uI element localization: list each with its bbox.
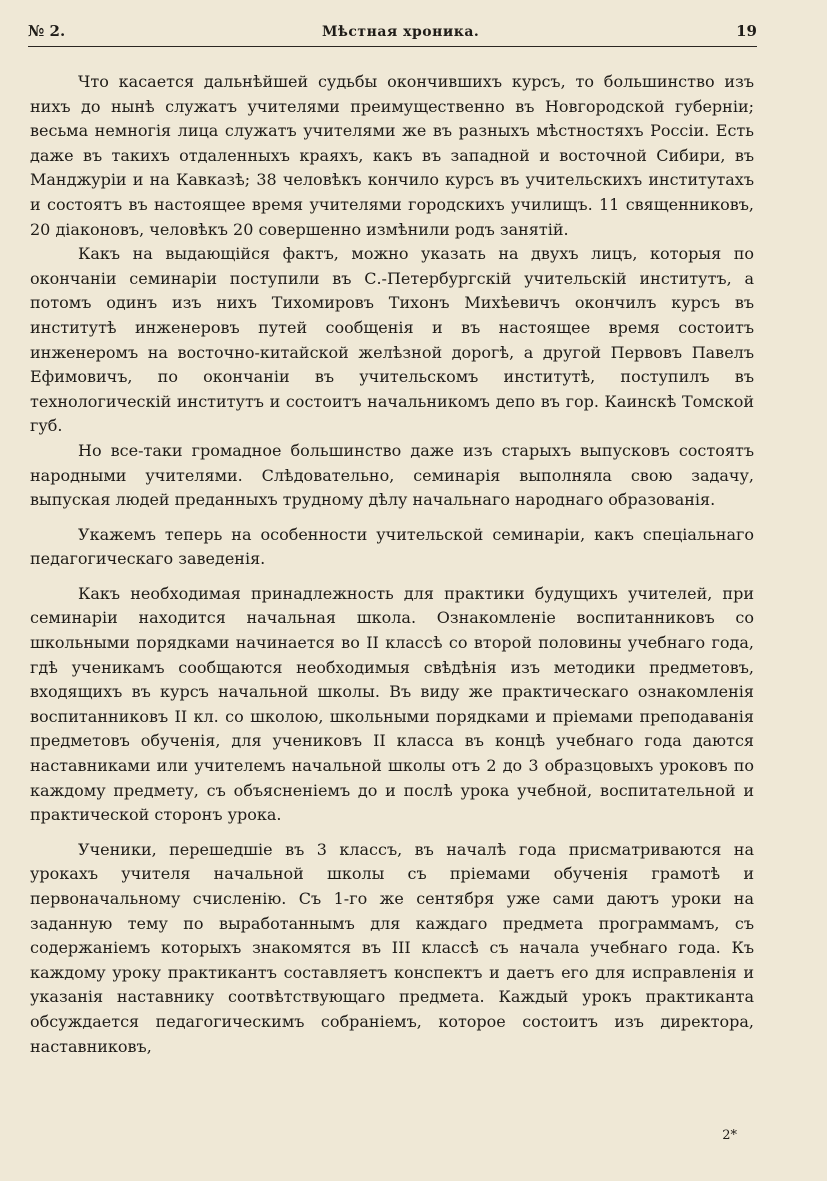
body-text: [30, 70, 754, 1059]
running-header: [28, 22, 757, 46]
paragraph: Укажемъ теперь на особенности учительской семинаріи, какъ спеціальнаго педагогическаго заведенія.: [30, 524, 754, 569]
header-rule: [28, 46, 757, 47]
section-title: Мѣстная хроника.: [322, 24, 480, 40]
paragraph: Что касается дальнѣйшей судьбы окончившихъ курсъ, то большинство изъ нихъ до нынѣ служатъ учителями преимущественно въ Новгородской губерніи; весьма немногія лица служатъ учителями же въ разныхъ мѣстностяхъ Россіи. Есть даже въ такихъ отдаленныхъ краяхъ, какъ въ западной и восточной Сибири, въ Манджуріи и на Кавказѣ; 38 человѣкъ кончило курсъ въ учительскихъ институтахъ и состоятъ въ настоящее время учителями городскихъ училищъ. 11 священниковъ, 20 діаконовъ, человѣкъ 20 совершенно измѣнили родъ занятій.: [30, 72, 754, 239]
paragraph: Ученики, перешедшіе въ 3 классъ, въ началѣ года присматриваются на урокахъ учителя начальной школы съ пріемами обученія грамотѣ и первоначальному счисленію. Съ 1-го же сентября уже сами даютъ уроки на заданную тему по выработаннымъ для каждаго предмета программамъ, съ содержаніемъ которыхъ знакомятся въ III классѣ съ начала учебнаго года. Къ каждому уроку практикантъ составляетъ конспектъ и даетъ его для исправленія и указанія наставнику соотвѣтствующаго предмета. Каждый урокъ практиканта обсуждается педагогическимъ собраніемъ, которое состоитъ изъ директора, наставниковъ,: [30, 839, 754, 1056]
signature-mark: 2*: [722, 1128, 737, 1143]
page-number: 19: [736, 22, 757, 40]
paragraph: Какъ необходимая принадлежность для практики будущихъ учителей, при семинаріи находится начальная школа. Ознакомленіе воспитанниковъ со школьными порядками начинается во II классѣ со второй половины учебнаго года, гдѣ ученикамъ сообщаются необходимыя свѣдѣнія изъ методики предметовъ, входящихъ въ курсъ начальной школы. Въ виду же практическаго ознакомленія воспитанниковъ II кл. со школою, школьными порядками и пріемами преподаванія предметовъ обученія, для учениковъ II класса въ концѣ учебнаго года даются наставниками или учителемъ начальной школы отъ 2 до 3 образцовыхъ уроковъ по каждому предмету, съ объясненіемъ до и послѣ урока учебной, воспитательной и практической сторонъ урока.: [30, 583, 754, 825]
paragraph: Какъ на выдающійся фактъ, можно указать на двухъ лицъ, которыя по окончаніи семинаріи поступили въ С.-Петербургскій учительскій институтъ, а потомъ одинъ изъ нихъ Тихомировъ Тихонъ Михѣевичъ окончилъ курсъ въ институтѣ инженеровъ путей сообщенія и въ настоящее время состоитъ инженеромъ на восточно-китайской желѣзной дорогѣ, а другой Первовъ Павелъ Ефимовичъ, по окончаніи въ учительскомъ институтѣ, поступилъ въ технологическій институтъ и состоитъ начальникомъ депо въ гор. Каинскѣ Томской губ.: [30, 244, 754, 436]
paragraph: Но все-таки громадное большинство даже изъ старыхъ выпусковъ состоятъ народными учителями. Слѣдовательно, семинарія выполняла свою задачу, выпуская людей преданныхъ трудному дѣлу начальнаго народнаго образованія.: [30, 440, 754, 510]
issue-number: № 2.: [28, 22, 66, 40]
